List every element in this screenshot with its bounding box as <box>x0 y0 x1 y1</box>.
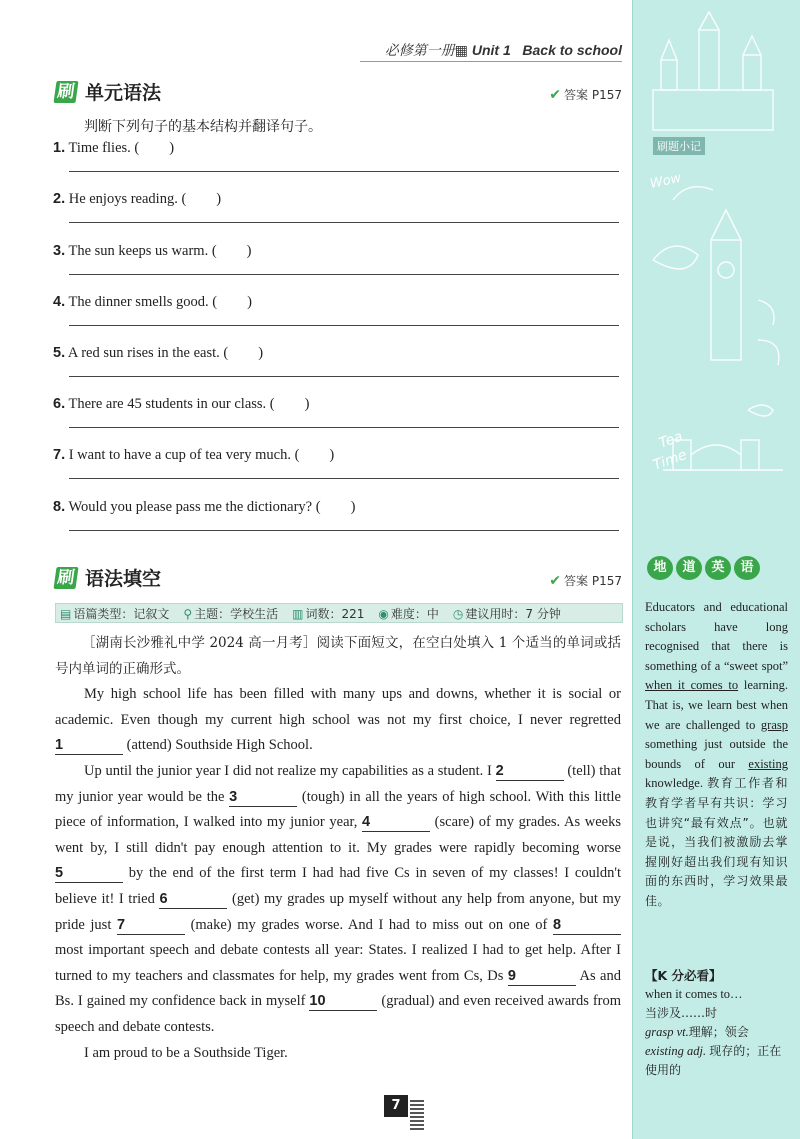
passage-paragraph-3: I am proud to be a Southside Tiger. <box>84 1044 288 1061</box>
word-count-icon: ▥ <box>292 606 304 621</box>
question-item: 3. The sun keeps us warm. ( ) <box>53 241 619 292</box>
sidebar <box>632 0 800 1139</box>
info-theme: ⚲ 主题：学校生活 <box>183 606 279 621</box>
answer-ref-text: 答案 P157 <box>564 88 622 102</box>
blank-7[interactable]: 7 <box>117 916 185 935</box>
answer-line[interactable] <box>69 171 619 172</box>
blank-4[interactable]: 4 <box>362 813 430 832</box>
info-difficulty: ◉ 难度：中 <box>378 606 439 621</box>
note-label: 刷题小记 <box>653 137 705 155</box>
check-icon: ✔ <box>549 86 562 103</box>
brush-icon: 刷 <box>53 81 78 103</box>
page-number-decoration <box>410 1100 424 1130</box>
brush-icon: 刷 <box>53 567 78 589</box>
section-title: 单元语法 <box>85 82 162 104</box>
question-item: 1. Time flies. ( ) <box>53 138 619 189</box>
passage-source: ［湖南长沙雅礼中学 2024 高一月考］阅读下面短文，在空白处填入 1 个适当的单词或括号内单词的正确形式。 <box>55 635 621 677</box>
answer-line[interactable] <box>69 427 619 428</box>
running-header: 必修第一册▦ Unit 1 Back to school <box>384 42 622 58</box>
passage-info-bar <box>55 603 623 623</box>
book-label: 必修第一册 <box>384 42 455 58</box>
key-vocab-title: 【K 分必看】 <box>645 968 722 983</box>
vocab-entry: when it comes to… 当涉及……时 <box>645 987 743 1020</box>
answer-line[interactable] <box>69 376 619 377</box>
answer-reference[interactable] <box>549 86 622 103</box>
unit-title: Back to school <box>522 42 622 58</box>
question-item: 5. A red sun rises in the east. ( ) <box>53 343 619 394</box>
vocab-entry: existing adj. 现存的；正在使用的 <box>645 1044 782 1077</box>
key-vocabulary-box <box>645 966 791 1080</box>
answer-line[interactable] <box>69 222 619 223</box>
sidebar-quote: Educators and educational scholars have long recognised that there is something of a “sweet spot” when it comes to learning. That is, we learn best when we are challenged to grasp something just outside the bounds of our existing knowledge. 教育工作者和教育学者早有共识：学习也讲究“最有效点”。也就是说，当我们被激励去掌握刚好超出我们现有知识面的东西时，学习效果最佳。 <box>645 600 788 908</box>
blank-9[interactable]: 9 <box>508 967 576 986</box>
section-title: 语法填空 <box>85 568 162 590</box>
difficulty-icon: ◉ <box>378 606 389 621</box>
section-grammar-heading <box>55 78 161 105</box>
question-item: 2. He enjoys reading. ( ) <box>53 189 619 240</box>
quote-translation: 教育工作者和教育学者早有共识：学习也讲究“最有效点”。也就是说，当我们被激励去掌握刚好超出我们现有知识面的东西时，学习效果最佳。 <box>645 776 788 908</box>
page-number: 7 <box>384 1095 408 1117</box>
question-item: 7. I want to have a cup of tea very much. ( ) <box>53 445 619 496</box>
header-rule <box>360 61 622 62</box>
question-item: 4. The dinner smells good. ( ) <box>53 292 619 343</box>
art-word: Time <box>650 446 689 474</box>
art-word: Wow <box>648 170 683 192</box>
blank-10[interactable]: 10 <box>309 992 377 1011</box>
blank-2[interactable]: 2 <box>496 762 564 781</box>
answer-line[interactable] <box>69 325 619 326</box>
vocab-entry: grasp vt.理解；领会 <box>645 1025 749 1039</box>
blank-1[interactable]: 1 <box>55 736 123 755</box>
instruction: 判断下列句子的基本结构并翻译句子。 <box>84 119 322 135</box>
answer-line[interactable] <box>69 478 619 479</box>
authentic-english-tag: 地 道 英 语 <box>647 556 760 580</box>
clock-icon: ◷ <box>452 606 464 621</box>
question-item: 8. Would you please pass me the dictionary? ( ) <box>53 497 619 548</box>
answer-line[interactable] <box>69 530 619 531</box>
question-item: 6. There are 45 students in our class. ( ) <box>53 394 619 445</box>
blank-5[interactable]: 5 <box>55 864 123 883</box>
info-time: ◷ 建议用时：7 分钟 <box>452 606 561 621</box>
passage-paragraph-1: My high school life has been filled with many ups and downs, whether it is social or academic. Even though my current high school was not my first choice, I never regretted 1 (attend) Southside High School. <box>55 686 621 754</box>
landmark-illustration <box>633 0 800 560</box>
blank-6[interactable]: 6 <box>159 890 227 909</box>
check-icon: ✔ <box>549 572 562 589</box>
section-cloze-heading <box>55 564 161 591</box>
cloze-passage <box>55 631 621 1066</box>
answer-ref-text: 答案 P157 <box>564 574 622 588</box>
blank-3[interactable]: 3 <box>229 788 297 807</box>
search-icon: ⚲ <box>183 606 193 621</box>
info-genre: ▤ 语篇类型：记叙文 <box>60 606 170 621</box>
passage-paragraph-2: Up until the junior year I did not realize my capabilities as a student. I 2 (tell) that my junior year would be the 3 (tough) in all the years of high school. With this little piece of information, I walked into my junior year, 4 (scare) of my grades. As weeks went by, I still didn't pay enough attention to it. My grades were rapidly becoming worse 5 by the end of the first term I had had five Cs in seven of my classes! I couldn't believe it! I tried 6 (get) my grades up myself without any help from anyone, but my pride just 7 (make) my grades worse. And I had to miss out on one of 8 most important speech and debate contests all year: States. I realized I had to get help. After I turned to my teachers and classmates for help, my grades went from Cs, Ds 9 As and Bs. I gained my confidence back in myself 10 (gradual) and even received awards from speech and debate contests. <box>55 762 621 1035</box>
art-word: Tea <box>656 428 685 452</box>
info-words: ▥ 词数：221 <box>292 606 365 621</box>
answer-line[interactable] <box>69 274 619 275</box>
answer-reference[interactable] <box>549 572 622 589</box>
unit-label: Unit 1 <box>471 42 511 58</box>
blank-8[interactable]: 8 <box>553 916 621 935</box>
document-icon: ▤ <box>60 606 72 621</box>
